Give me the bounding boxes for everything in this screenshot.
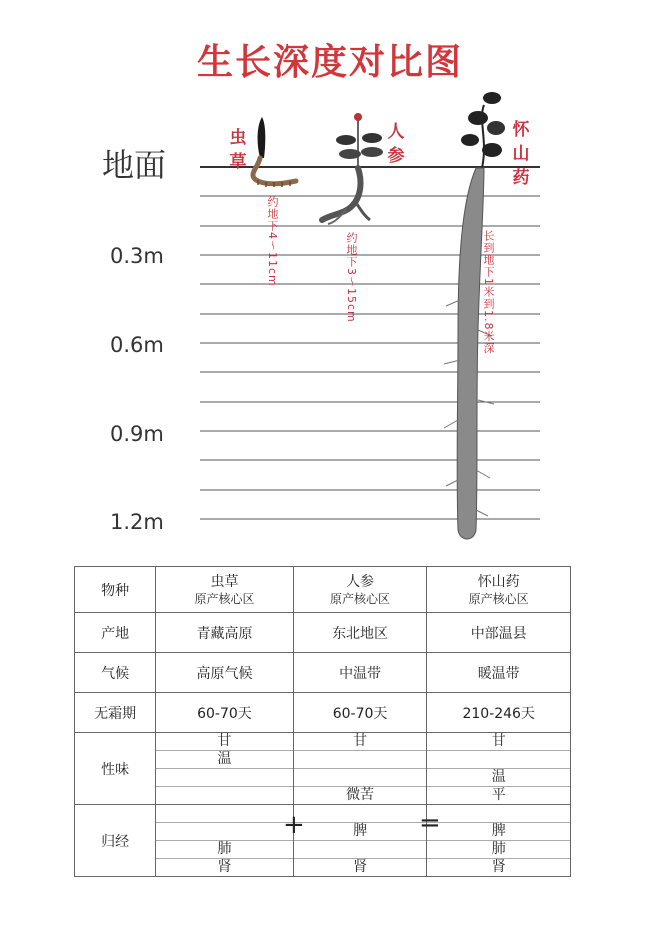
- table-cell: 高原气候: [156, 653, 294, 693]
- table-cell: [427, 805, 571, 877]
- table-cell: [293, 805, 427, 877]
- table-cell: 60-70天: [156, 693, 294, 733]
- cordyceps-name: 虫草: [229, 128, 247, 172]
- table-cell: 青藏高原: [156, 613, 294, 653]
- sub-row: 甘: [491, 733, 506, 749]
- cell-sub: 原产核心区: [330, 591, 391, 606]
- table-row-climate: [75, 653, 571, 693]
- depth-label-0.3m: 0.3m: [110, 244, 164, 268]
- sub-row: [156, 822, 293, 840]
- cell-main: 人参: [346, 573, 375, 590]
- table-cell: [156, 567, 294, 613]
- sub-row: 平: [427, 786, 570, 804]
- sub-row: [294, 750, 427, 768]
- table-row-origin: [75, 613, 571, 653]
- table-cell: 东北地区: [293, 613, 427, 653]
- table-cell: [156, 805, 294, 877]
- table-cell: 210-246天: [427, 693, 571, 733]
- row-label: 产地: [75, 613, 156, 653]
- sub-row: 肺: [427, 840, 570, 858]
- table-cell: 60-70天: [293, 693, 427, 733]
- table-cell: [293, 567, 427, 613]
- ginseng-name: 人参: [387, 122, 405, 166]
- table-row-species: [75, 567, 571, 613]
- table-cell: [427, 733, 571, 805]
- cell-sub: 原产核心区: [194, 591, 255, 606]
- page-title: 生长深度对比图: [196, 42, 463, 83]
- row-label: 无霜期: [75, 693, 156, 733]
- sub-row: [427, 750, 570, 768]
- sub-row: 温: [156, 750, 293, 768]
- yam-depth-note: 长到地下1米到1.8米深: [482, 230, 495, 355]
- table-cell: [293, 733, 427, 805]
- sub-row: 肾: [427, 858, 570, 876]
- cordyceps-depth-note: 约地下4～11cm: [266, 196, 279, 287]
- table-row-frost-free: [75, 693, 571, 733]
- sub-row: [294, 805, 427, 822]
- depth-label-0.6m: 0.6m: [110, 333, 164, 357]
- cell-main: 怀山药: [477, 573, 520, 590]
- sub-row: 微苦: [294, 786, 427, 804]
- sub-row: [294, 768, 427, 786]
- table-cell: 中温带: [293, 653, 427, 693]
- sub-row: [156, 768, 293, 786]
- sub-row: 肾: [156, 858, 293, 876]
- sub-row: 甘: [353, 733, 368, 749]
- depth-label-1.2m: 1.2m: [110, 510, 164, 534]
- table-row-meridian: [75, 805, 571, 877]
- table-cell: [156, 733, 294, 805]
- cell-main: 虫草: [210, 573, 239, 590]
- sub-row: 肺: [156, 840, 293, 858]
- sub-row: [294, 840, 427, 858]
- ground-label: 地面: [102, 146, 167, 184]
- table-cell: 暖温带: [427, 653, 571, 693]
- plus-sign: +: [283, 810, 305, 840]
- table-cell: 中部温县: [427, 613, 571, 653]
- sub-row: 甘: [217, 733, 232, 749]
- sub-row: 温: [427, 768, 570, 786]
- row-label: 归经: [75, 805, 156, 877]
- sub-row: 脾: [427, 822, 570, 840]
- cordyceps-illustration: [253, 117, 296, 187]
- cell-sub: 原产核心区: [468, 591, 529, 606]
- yam-name: 怀山药: [512, 120, 530, 188]
- row-label: 性味: [75, 733, 156, 805]
- sub-row: 肾: [294, 858, 427, 876]
- equals-sign: =: [419, 808, 441, 838]
- table-row-taste: [75, 733, 571, 805]
- row-label: 气候: [75, 653, 156, 693]
- comparison-table: [74, 566, 571, 877]
- ginseng-illustration: [322, 113, 383, 224]
- sub-row: 脾: [294, 822, 427, 840]
- row-label: 物种: [75, 567, 156, 613]
- sub-row: [156, 805, 293, 822]
- sub-row: [427, 805, 570, 822]
- table-cell: [427, 567, 571, 613]
- sub-row: [156, 786, 293, 804]
- depth-label-0.9m: 0.9m: [110, 422, 164, 446]
- ginseng-depth-note: 约地下3～15cm: [345, 232, 358, 323]
